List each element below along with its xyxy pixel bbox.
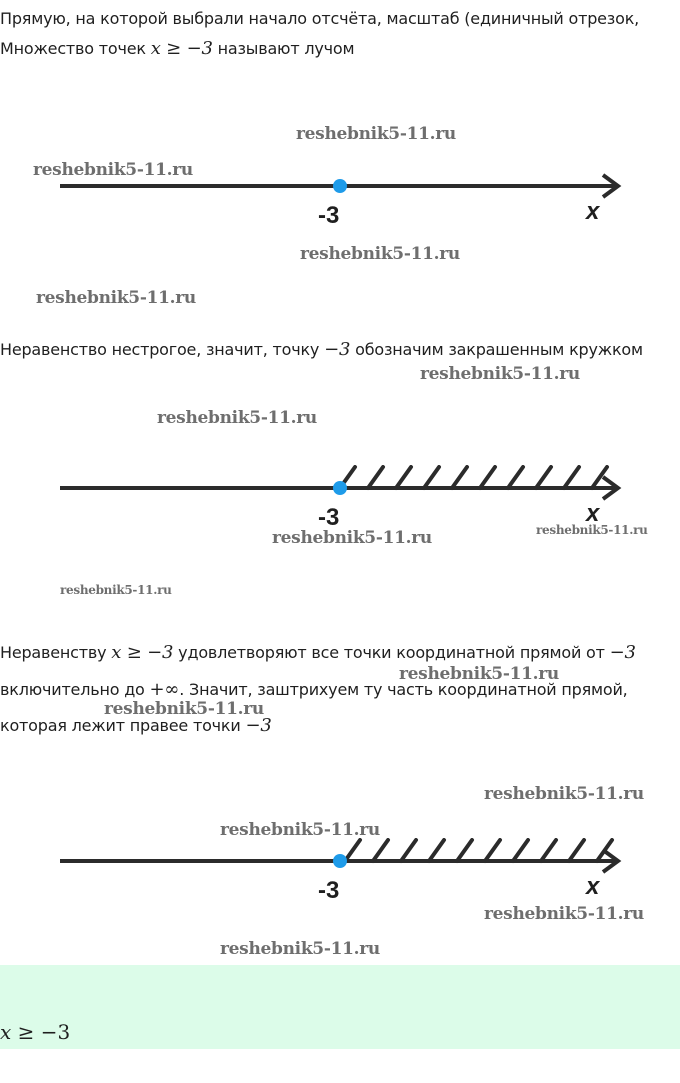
watermark: reshebnik5-11.ru <box>420 364 580 384</box>
axis-label: x <box>586 500 600 527</box>
intro-line-2-before: Множество точек <box>0 39 151 58</box>
intro-line-2-after: называют лучом <box>212 39 355 58</box>
watermark: reshebnik5-11.ru <box>399 664 559 684</box>
watermark: reshebnik5-11.ru <box>104 699 264 719</box>
paragraph-2-before: Неравенство нестрогое, значит, точку <box>0 340 325 359</box>
paragraph-3-line-3-before: которая лежит правее точки <box>0 716 246 735</box>
math-var: x <box>150 38 161 59</box>
math-point: −3 <box>609 642 636 663</box>
watermark: reshebnik5-11.ru <box>536 523 648 537</box>
point-marker <box>333 179 347 193</box>
watermark: reshebnik5-11.ru <box>484 784 644 804</box>
number-line-figure-2 <box>0 465 680 529</box>
watermark: reshebnik5-11.ru <box>484 904 644 924</box>
paragraph-3-line-2-after: . Значит, заштрихуем ту часть координатной прямой, <box>179 680 628 699</box>
answer-relation: ≥ −3 <box>11 1020 71 1044</box>
number-line-figure-3 <box>0 838 680 902</box>
intro-line-1-text: Прямую, на которой выбрали начало отсчёта, масштаб (единичный отрезок, <box>0 9 640 28</box>
answer-formula <box>0 1020 70 1044</box>
answer-var: x <box>0 1020 12 1044</box>
paragraph-3-line-3 <box>0 716 272 736</box>
intro-line-2 <box>0 39 354 59</box>
math-relation: ≥ −3 <box>160 38 213 59</box>
axis-label: x <box>586 198 600 225</box>
point-label: -3 <box>318 504 340 529</box>
paragraph-3-line-2-before: включительно до <box>0 680 150 699</box>
watermark: reshebnik5-11.ru <box>272 528 432 548</box>
watermark: reshebnik5-11.ru <box>220 939 380 959</box>
paragraph-3-line-1-before: Неравенству <box>0 643 112 662</box>
paragraph-3-line-1-after: удовлетворяют все точки координатной прямой от <box>173 643 610 662</box>
intro-line-1 <box>0 9 639 29</box>
watermark: reshebnik5-11.ru <box>33 160 193 180</box>
watermark: reshebnik5-11.ru <box>220 820 380 840</box>
paragraph-2 <box>0 340 643 360</box>
watermark: reshebnik5-11.ru <box>300 244 460 264</box>
hatching <box>340 467 607 488</box>
watermark: reshebnik5-11.ru <box>296 124 456 144</box>
hatching <box>345 840 612 861</box>
answer-box <box>0 965 680 1049</box>
watermark: reshebnik5-11.ru <box>60 583 172 597</box>
axis-label: x <box>586 873 600 900</box>
point-marker <box>333 481 347 495</box>
point-label: -3 <box>318 202 340 225</box>
paragraph-3-line-1 <box>0 643 636 663</box>
math-infinity: +∞ <box>149 679 180 700</box>
math-relation: ≥ −3 <box>121 642 174 663</box>
math-var: x <box>111 642 122 663</box>
math-point: −3 <box>245 715 272 736</box>
point-label: -3 <box>318 877 340 902</box>
watermark: reshebnik5-11.ru <box>36 288 196 308</box>
math-point: −3 <box>324 339 351 360</box>
watermark: reshebnik5-11.ru <box>157 408 317 428</box>
paragraph-2-after: обозначим закрашенным кружком <box>350 340 643 359</box>
point-marker <box>333 854 347 868</box>
